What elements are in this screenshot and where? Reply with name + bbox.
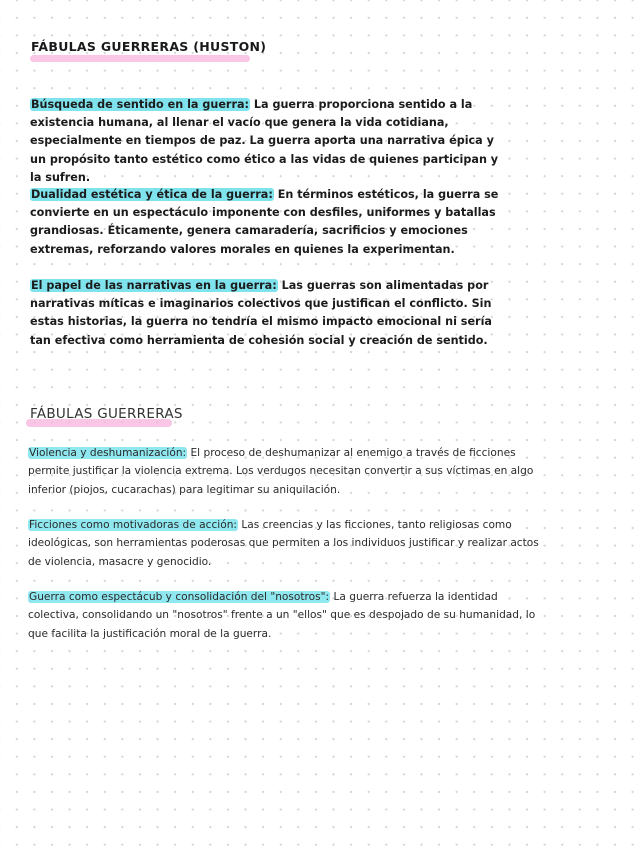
paragraph-text: Las guerras son alimentadas por narrativas míticas e imaginarios colectivos que justifican el conflicto. Sin estas historias, la guerra no tendría el mismo impacto emocional ni sería tan efectiva como herramienta de cohesión social y creación de sentido. [30, 279, 492, 347]
paragraph-text: Las creencias y las ficciones, tanto religiosas como ideológicas, son herramientas poderosas que permiten a los individuos justificar y realizar actos de violencia, masacre y genocidio. [28, 519, 539, 568]
paragraph-text: La guerra refuerza la identidad colectiva, consolidando un "nosotros" frente a un "ellos" que es despojado de su humanidad, lo que facilita la justificación moral de la guerra. [28, 591, 536, 640]
paragraph-text: El proceso de deshumanizar al enemigo a través de ficciones permite justificar la violencia extrema. Los verdugos necesitan convertir a sus víctimas en algo inferior (piojos, cucarachas) para legitimar su aniquilación. [28, 447, 534, 496]
paragraph-text: En términos estéticos, la guerra se convierte en un espectáculo imponente con desfiles, uniformes y batallas grandiosas. Éticamente, genera camaradería, sacrificios y emociones extremas, reforzando valores morales en quienes la experimentan. [30, 188, 499, 256]
paragraph-heading-highlight: Guerra como espectácub y consolidación del "nosotros": [29, 591, 330, 603]
paragraph-narrativas [30, 277, 504, 350]
paragraph-heading-highlight: Dualidad estética y ética de la guerra: [31, 188, 273, 201]
paragraph-dualidad [30, 186, 504, 259]
paragraph-violencia [28, 444, 548, 499]
paragraph-espectaculo [28, 588, 548, 643]
title-underline-highlight [30, 55, 250, 62]
paragraph-heading-highlight: El papel de las narrativas en la guerra: [31, 279, 277, 292]
paragraph-heading-highlight: Violencia y deshumanización: [29, 447, 187, 459]
paragraph-heading-highlight: Ficciones como motivadoras de acción: [29, 519, 237, 531]
paragraph-text: La guerra proporciona sentido a la existencia humana, al llenar el vacío que genera la vida cotidiana, especialmente en tiempos de paz. La guerra aporta una narrativa épica y un propósito tanto estético como ético a las vidas de quienes participan y la sufren. [30, 98, 499, 184]
section-title: FÁBULAS GUERRERAS [30, 406, 183, 422]
paragraph-busqueda-sentido [30, 96, 504, 187]
paragraph-heading-highlight: Búsqueda de sentido en la guerra: [31, 98, 249, 111]
section-title: FÁBULAS GUERRERAS (HUSTON) [31, 39, 267, 54]
paragraph-ficciones [28, 516, 548, 571]
